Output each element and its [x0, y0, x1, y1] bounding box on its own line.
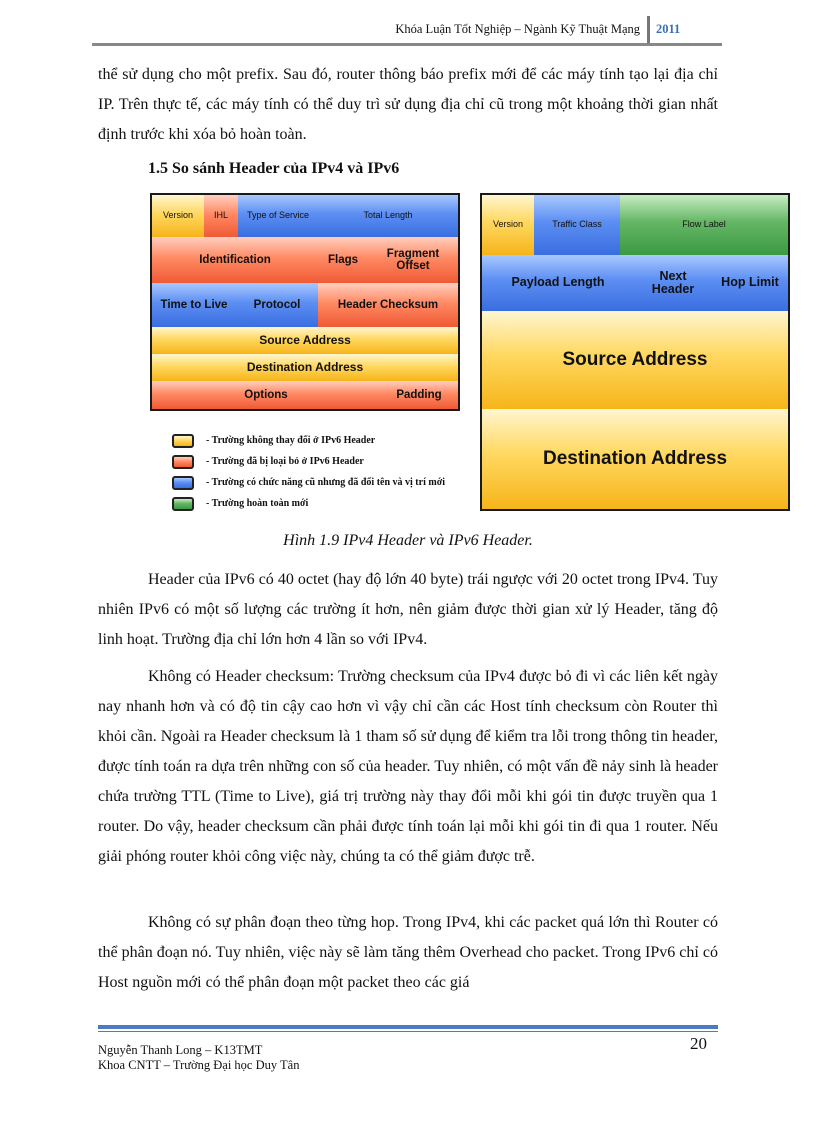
ipv4-padding: Padding — [380, 381, 458, 409]
footer-author: Nguyễn Thanh Long – K13TMT — [98, 1043, 263, 1057]
ipv4-time-to-live: Time to Live — [152, 283, 236, 327]
legend-label: - Trường đã bị loại bỏ ở IPv6 Header — [206, 456, 364, 467]
ipv4-header-diagram — [150, 193, 460, 411]
figure-caption: Hình 1.9 IPv4 Header và IPv6 Header. — [283, 532, 533, 549]
legend-label: - Trường hoàn toàn mới — [206, 498, 309, 509]
ipv6-next-header: Next Header — [634, 255, 712, 311]
ipv6-payload-length: Payload Length — [482, 255, 634, 311]
paragraph-2: Header của IPv6 có 40 octet (hay độ lớn 40 byte) trái ngược với 20 octet trong IPv4. Tuy nhiên IPv6 có một số lượng các trường ít hơn, nên giảm được thời gian xử lý Header, tăng độ linh hoạt. Trường địa chỉ lớn hơn 4 lần so với IPv4. — [98, 571, 718, 648]
header-separator — [647, 16, 650, 44]
ipv4-destination-address: Destination Address — [152, 354, 458, 381]
footer-rule — [98, 1025, 718, 1029]
ipv6-destination-address: Destination Address — [482, 409, 788, 509]
legend-swatch-green — [172, 497, 194, 511]
ipv4-fragment-offset: Fragment Offset — [368, 237, 458, 283]
legend-swatch-yellow — [172, 434, 194, 448]
footer-org: Khoa CNTT – Trường Đại học Duy Tân — [98, 1058, 300, 1072]
ipv4-options: Options — [152, 381, 380, 409]
ipv4-type-of-service: Type of Service — [238, 195, 318, 237]
ipv6-flow-label: Flow Label — [620, 195, 788, 255]
footer-rule-thin — [98, 1031, 718, 1032]
page-number: 20 — [690, 1034, 707, 1053]
ipv6-source-address: Source Address — [482, 311, 788, 409]
paragraph-4: Không có sự phân đoạn theo từng hop. Trong IPv4, khi các packet quá lớn thì Router có thể phân đoạn nó. Tuy nhiên, việc này sẽ làm tăng thêm Overhead cho packet. Trong IPv6 chỉ có Host nguồn mới có thể phân đoạn một packet theo các giá — [98, 914, 718, 991]
running-header-title: Khóa Luận Tốt Nghiệp – Ngành Kỹ Thuật Mạng — [395, 22, 640, 36]
running-header-year: 2011 — [656, 22, 681, 36]
ipv6-version: Version — [482, 195, 534, 255]
header-rule — [92, 43, 722, 46]
legend-swatch-red — [172, 455, 194, 469]
ipv6-hop-limit: Hop Limit — [712, 255, 788, 311]
paragraph-1: thể sử dụng cho một prefix. Sau đó, router thông báo prefix mới để các máy tính tạo lại địa chỉ IP. Trên thực tế, các máy tính có thể duy trì sử dụng địa chỉ cũ trong một khoảng thời gian nhất định trước khi xóa bỏ hoàn toàn. — [98, 66, 718, 143]
paragraph-3: Không có Header checksum: Trường checksum của IPv4 được bỏ đi vì các liên kết ngày nay nhanh hơn và có độ tin cậy cao hơn vì vậy chỉ cần các Host tính checksum còn Router thì khỏi cần. Ngoài ra Header checksum là 1 tham số sử dụng để kiểm tra lỗi trong thông tin header, được tính toán ra dựa trên những con số của header. Tuy nhiên, có một vấn đề nảy sinh là header chứa trường TTL (Time to Live), giá trị trường này thay đổi mỗi khi gói tin được truyền qua 1 router. Do vậy, header checksum cần phải được tính toán lại mỗi khi gói tin đi qua 1 router. Nếu giải phóng router khỏi công việc này, chúng ta có thể giảm được trễ. — [98, 668, 718, 865]
ipv4-total-length: Total Length — [318, 195, 458, 237]
ipv6-header-diagram — [480, 193, 790, 511]
section-title: 1.5 So sánh Header của IPv4 và IPv6 — [148, 160, 400, 177]
ipv6-traffic-class: Traffic Class — [534, 195, 620, 255]
ipv4-header-checksum: Header Checksum — [318, 283, 458, 327]
legend-label: - Trường có chức năng cũ nhưng đã đổi tên và vị trí mới — [206, 477, 446, 488]
ipv4-version: Version — [152, 195, 204, 237]
ipv4-identification: Identification — [152, 237, 318, 283]
ipv4-protocol: Protocol — [236, 283, 318, 327]
legend-swatch-blue — [172, 476, 194, 490]
ipv4-source-address: Source Address — [152, 327, 458, 354]
ipv4-flags: Flags — [318, 237, 368, 283]
legend-label: - Trường không thay đổi ở IPv6 Header — [206, 435, 376, 446]
ipv4-ihl: IHL — [204, 195, 238, 237]
